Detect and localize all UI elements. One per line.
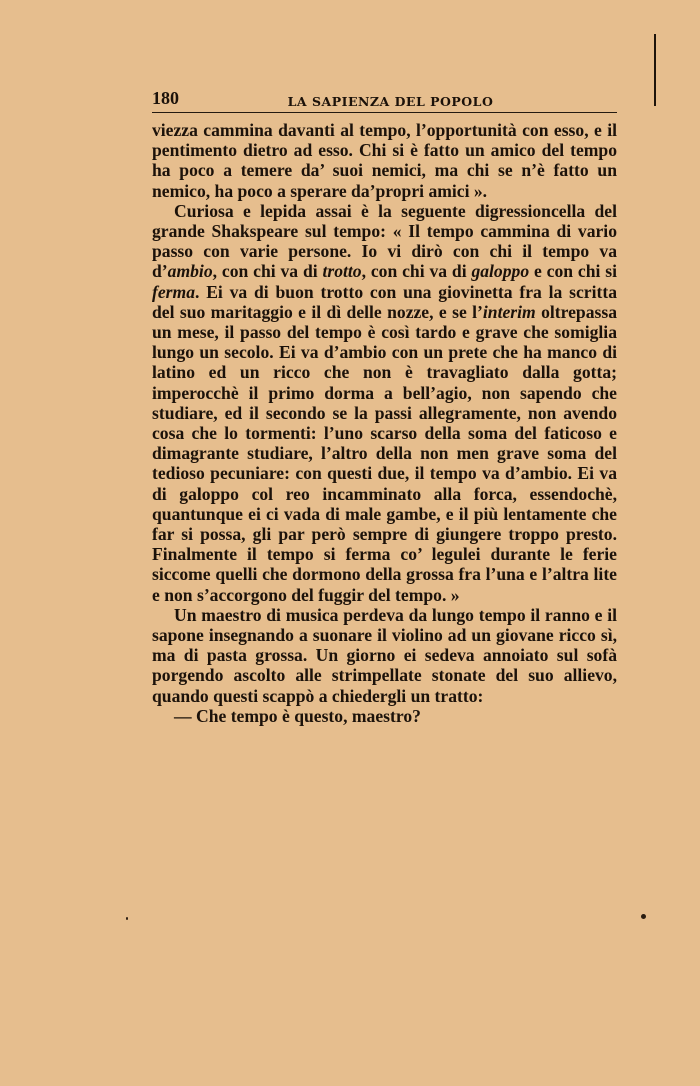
running-title: LA SAPIENZA DEL POPOLO <box>287 94 494 109</box>
text-run: Curiosa e lepida assai è la seguente digressioncella del grande Shakspeare sul tempo: « Il tempo cammina di vario passo con varie persone. Io vi dirò con chi il tempo va d’ <box>152 200 617 282</box>
text-run: e con chi si <box>529 261 617 282</box>
italic-word: interim <box>482 301 536 322</box>
text-run: Un maestro di musica perdeva da lungo tempo il ranno e il sapone insegnando a suonare il violino ad un giovane ricco sì, ma di pasta grossa. Un giorno ei sedeva annoiato sul sofà porgendo ascolto alle strimpellate stonate del suo allievo, quando questi scappò a chiedergli un tratto: <box>152 604 617 706</box>
body-text <box>152 120 617 726</box>
page-header <box>152 88 617 113</box>
paragraph-1 <box>152 120 617 201</box>
text-run: — Che tempo è questo, maestro? <box>174 705 421 726</box>
italic-word: ferma <box>152 281 195 302</box>
text-run: , con chi va di <box>212 261 323 282</box>
page-edge-line <box>654 34 656 106</box>
page-number: 180 <box>152 88 179 108</box>
italic-word: galoppo <box>471 261 530 282</box>
italic-word: trotto <box>322 261 362 282</box>
italic-word: ambio <box>167 261 213 282</box>
paragraph-4 <box>152 706 617 726</box>
ink-speck <box>126 917 128 920</box>
book-page <box>152 88 617 726</box>
ink-speck <box>641 914 646 919</box>
text-run: viezza cammina davanti al tempo, l’opportunità con esso, e il pentimento dietro ad esso. Chi si è fatto un amico del tempo ha poco a temere da’ suoi nemici, ma chi se n’è fatto un nemico, ha poco a sperare da’propri amici ». <box>152 120 617 201</box>
text-run: . Ei va di buon trotto con una giovinetta fra la scritta del suo maritaggio e il dì delle nozze, e se l’ <box>152 281 617 322</box>
paragraph-3 <box>152 605 617 706</box>
text-run: , con chi va di <box>361 261 472 282</box>
paragraph-2 <box>152 201 617 605</box>
text-run: oltrepassa un mese, il passo del tempo è così tardo e grave che somiglia lungo un secolo. Ei va d’ambio con un prete che ha manco di latino ed un ricco che non è travagliato dalla gotta; imperocchè il primo dorma a bell’agio, non sapendo che studiare, ed il secondo se la passi allegramente, non avendo cosa che lo tormenti: l’uno scarso della soma del faticoso e dimagrante studiare, l’altro della non men grave soma del tedioso pecuniare: con questi due, il tempo va d’ambio. Ei va di galoppo col reo incamminato alla forca, essendochè, quantunque ei ci vada di male gambe, e il più lentamente che far si possa, gli par però sempre di giungere troppo presto. Finalmente il tempo si ferma co’ legulei durante le ferie siccome quelli che dormono della grossa fra l’una e l’altra lite e non s’accorgono del fuggir del tempo. » <box>152 301 617 605</box>
